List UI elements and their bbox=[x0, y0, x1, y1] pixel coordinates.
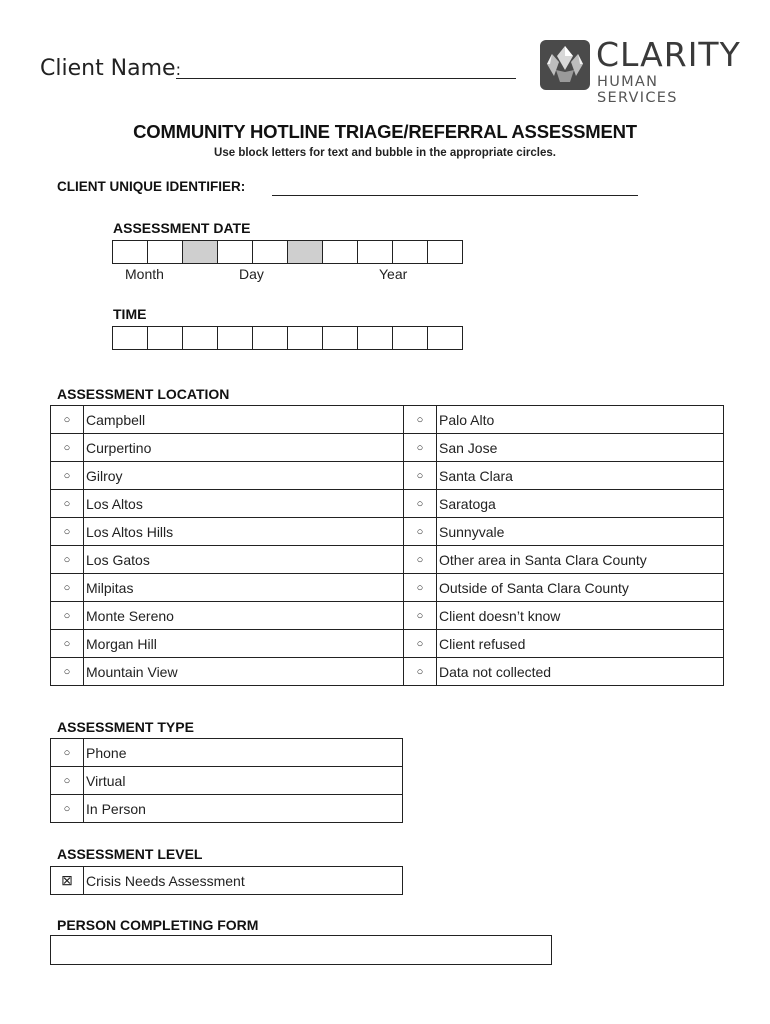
table-row bbox=[51, 658, 724, 686]
logo-subtitle: HUMAN SERVICES bbox=[597, 74, 678, 106]
time-box[interactable] bbox=[358, 326, 393, 350]
radio-bubble-icon[interactable]: ○ bbox=[51, 434, 84, 462]
option-label: Campbell bbox=[84, 406, 404, 434]
table-row bbox=[51, 518, 724, 546]
radio-bubble-icon[interactable]: ○ bbox=[404, 518, 437, 546]
table-row bbox=[51, 490, 724, 518]
radio-bubble-icon[interactable]: ○ bbox=[51, 602, 84, 630]
client-name-label: Client Name: bbox=[40, 56, 181, 81]
time-box[interactable] bbox=[428, 326, 463, 350]
assessment-date-label: ASSESSMENT DATE bbox=[113, 220, 251, 236]
assessment-date-boxes bbox=[112, 240, 463, 264]
crystal-logo-icon bbox=[540, 40, 590, 90]
list-item[interactable] bbox=[51, 767, 403, 795]
level-table bbox=[50, 866, 403, 895]
radio-bubble-icon[interactable]: ○ bbox=[404, 546, 437, 574]
table-row bbox=[51, 574, 724, 602]
radio-bubble-icon[interactable]: ○ bbox=[51, 518, 84, 546]
radio-bubble-icon[interactable]: ○ bbox=[51, 658, 84, 686]
option-label: Virtual bbox=[84, 767, 403, 795]
list-item[interactable] bbox=[51, 867, 403, 895]
table-row bbox=[51, 406, 724, 434]
option-label: Other area in Santa Clara County bbox=[437, 546, 724, 574]
month-label: Month bbox=[125, 266, 164, 282]
type-table bbox=[50, 738, 403, 823]
option-label: In Person bbox=[84, 795, 403, 823]
radio-bubble-icon[interactable]: ○ bbox=[404, 574, 437, 602]
client-uid-label: CLIENT UNIQUE IDENTIFIER: bbox=[57, 179, 246, 194]
person-completing-field[interactable] bbox=[50, 935, 552, 965]
time-box[interactable] bbox=[253, 326, 288, 350]
option-label: Curpertino bbox=[84, 434, 404, 462]
date-box[interactable] bbox=[253, 240, 288, 264]
assessment-location-label: ASSESSMENT LOCATION bbox=[57, 386, 230, 402]
date-box[interactable] bbox=[113, 240, 148, 264]
radio-bubble-icon[interactable]: ○ bbox=[404, 658, 437, 686]
date-box[interactable] bbox=[218, 240, 253, 264]
date-box[interactable] bbox=[148, 240, 183, 264]
radio-bubble-icon[interactable]: ○ bbox=[404, 630, 437, 658]
radio-bubble-icon[interactable]: ○ bbox=[51, 795, 84, 823]
location-table bbox=[50, 405, 724, 686]
option-label: Los Altos Hills bbox=[84, 518, 404, 546]
option-label: Monte Sereno bbox=[84, 602, 404, 630]
list-item[interactable] bbox=[51, 739, 403, 767]
clarity-logo bbox=[540, 35, 741, 106]
date-box[interactable] bbox=[323, 240, 358, 264]
time-box[interactable] bbox=[183, 326, 218, 350]
date-box[interactable] bbox=[358, 240, 393, 264]
radio-bubble-icon[interactable]: ○ bbox=[51, 546, 84, 574]
option-label: Los Gatos bbox=[84, 546, 404, 574]
form-title: COMMUNITY HOTLINE TRIAGE/REFERRAL ASSESSMENT bbox=[133, 121, 637, 142]
time-boxes bbox=[112, 326, 463, 350]
option-label: Santa Clara bbox=[437, 462, 724, 490]
option-label: Saratoga bbox=[437, 490, 724, 518]
option-label: Morgan Hill bbox=[84, 630, 404, 658]
radio-bubble-icon[interactable]: ○ bbox=[51, 490, 84, 518]
option-label: Mountain View bbox=[84, 658, 404, 686]
radio-bubble-icon[interactable]: ○ bbox=[404, 462, 437, 490]
radio-bubble-icon[interactable]: ○ bbox=[404, 434, 437, 462]
radio-bubble-icon[interactable]: ○ bbox=[404, 406, 437, 434]
radio-bubble-icon[interactable]: ○ bbox=[51, 574, 84, 602]
radio-bubble-icon[interactable]: ○ bbox=[404, 490, 437, 518]
table-row bbox=[51, 546, 724, 574]
client-uid-field[interactable] bbox=[272, 195, 638, 196]
assessment-level-label: ASSESSMENT LEVEL bbox=[57, 846, 203, 862]
option-label: Outside of Santa Clara County bbox=[437, 574, 724, 602]
option-label: Los Altos bbox=[84, 490, 404, 518]
time-box[interactable] bbox=[113, 326, 148, 350]
assessment-type-label: ASSESSMENT TYPE bbox=[57, 719, 194, 735]
option-label: Client refused bbox=[437, 630, 724, 658]
radio-bubble-icon[interactable]: ○ bbox=[51, 630, 84, 658]
radio-bubble-icon[interactable]: ○ bbox=[404, 602, 437, 630]
form-instructions: Use block letters for text and bubble in the appropriate circles. bbox=[214, 147, 556, 159]
time-box[interactable] bbox=[218, 326, 253, 350]
radio-bubble-icon[interactable]: ○ bbox=[51, 767, 84, 795]
time-box[interactable] bbox=[393, 326, 428, 350]
radio-bubble-icon[interactable]: ○ bbox=[51, 739, 84, 767]
option-label: Phone bbox=[84, 739, 403, 767]
table-row bbox=[51, 630, 724, 658]
day-label: Day bbox=[239, 266, 264, 282]
option-label: San Jose bbox=[437, 434, 724, 462]
time-label: TIME bbox=[113, 306, 147, 322]
table-row bbox=[51, 462, 724, 490]
person-completing-label: PERSON COMPLETING FORM bbox=[57, 917, 259, 933]
checked-box-icon[interactable]: ⊠ bbox=[51, 867, 84, 895]
date-separator bbox=[183, 240, 218, 264]
year-label: Year bbox=[379, 266, 408, 282]
logo-wordmark: CLARITY bbox=[596, 35, 741, 74]
client-name-field[interactable] bbox=[176, 78, 516, 79]
list-item[interactable] bbox=[51, 795, 403, 823]
option-label: Gilroy bbox=[84, 462, 404, 490]
time-box[interactable] bbox=[323, 326, 358, 350]
option-label: Sunnyvale bbox=[437, 518, 724, 546]
radio-bubble-icon[interactable]: ○ bbox=[51, 462, 84, 490]
option-label: Crisis Needs Assessment bbox=[84, 867, 403, 895]
date-box[interactable] bbox=[428, 240, 463, 264]
time-box[interactable] bbox=[148, 326, 183, 350]
option-label: Milpitas bbox=[84, 574, 404, 602]
option-label: Palo Alto bbox=[437, 406, 724, 434]
table-row bbox=[51, 434, 724, 462]
date-box[interactable] bbox=[393, 240, 428, 264]
radio-bubble-icon[interactable]: ○ bbox=[51, 406, 84, 434]
option-label: Data not collected bbox=[437, 658, 724, 686]
option-label: Client doesn’t know bbox=[437, 602, 724, 630]
time-box[interactable] bbox=[288, 326, 323, 350]
table-row bbox=[51, 602, 724, 630]
date-separator bbox=[288, 240, 323, 264]
